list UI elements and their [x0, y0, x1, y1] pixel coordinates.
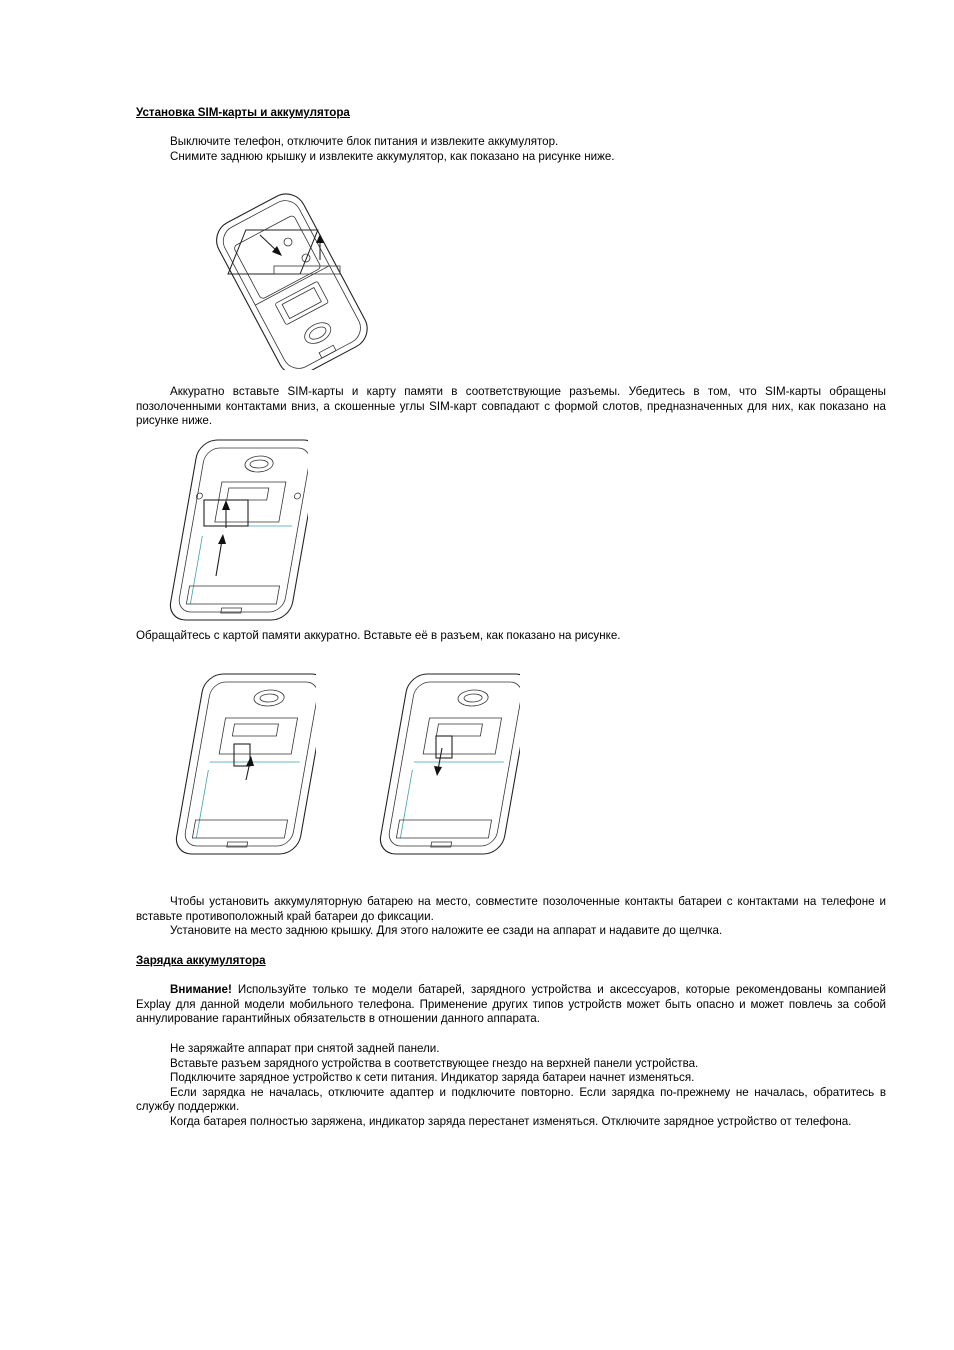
instruction-line: Снимите заднюю крышку и извлеките аккумулятор, как показано на рисунке ниже.: [170, 149, 615, 163]
charging-step: Не заряжайте аппарат при снятой задней панели.: [170, 1042, 440, 1055]
warning-paragraph: [136, 983, 886, 1027]
sim-instructions-paragraph: Аккуратно вставьте SIM-карты и карту памяти в соответствующие разъемы. Убедитесь в том, что SIM-карты обращены позолоченными контактами вниз, а скошенные углы SIM-карт совпадают с формой слотов, предназначенных для них, как показано на рисунке ниже.: [136, 385, 886, 428]
charging-step: Если зарядка не началась, отключите адаптер и подключите повторно. Если зарядка по-прежнему не началась, обратитесь в службу поддержки.: [136, 1085, 886, 1114]
instruction-line: Чтобы установить аккумуляторную батарею на место, совместите позолоченные контакты батареи с контактами на телефоне и вставьте противоположный край батареи до фиксации.: [136, 895, 886, 923]
warning-label: Внимание!: [170, 983, 232, 996]
battery-removal-illustration: [196, 190, 386, 370]
memory-card-paragraph: Обращайтесь с картой памяти аккуратно. Вставьте её в разъем, как показано на рисунке.: [136, 629, 621, 642]
charging-step: Подключите зарядное устройство к сети питания. Индикатор заряда батареи начнет изменяться.: [170, 1071, 695, 1085]
section-heading-sim: Установка SIM-карты и аккумулятора: [136, 106, 350, 119]
charging-step: Когда батарея полностью заряжена, индикатор заряда перестанет изменяться. Отключите зарядное устройство от телефона.: [170, 1114, 852, 1128]
intro-paragraph: [136, 135, 886, 164]
memory-card-lock-illustration: [364, 670, 520, 862]
memory-card-insert-illustration: [160, 670, 316, 862]
warning-text: Используйте только те модели батарей, зарядного устройства и аксессуаров, которые рекомендованы компанией Explay для данной модели мобильного телефона. Применение других типов устройств может быть опасно и может повлечь за собой аннулирование гарантийных обязательств в отношении данного аппарата.: [136, 983, 886, 1026]
instruction-line: Выключите телефон, отключите блок питания и извлеките аккумулятор.: [170, 135, 559, 148]
charging-step: Вставьте разъем зарядного устройства в соответствующее гнездо на верхней панели устройства.: [170, 1056, 699, 1070]
battery-install-paragraph: [136, 895, 886, 939]
section-heading-charging: Зарядка аккумулятора: [136, 954, 266, 967]
instruction-line: Установите на место заднюю крышку. Для этого наложите ее сзади на аппарат и надавите до щелчка.: [170, 924, 723, 938]
sim-card-insertion-illustration: [156, 436, 308, 626]
charging-steps: [136, 1042, 886, 1130]
